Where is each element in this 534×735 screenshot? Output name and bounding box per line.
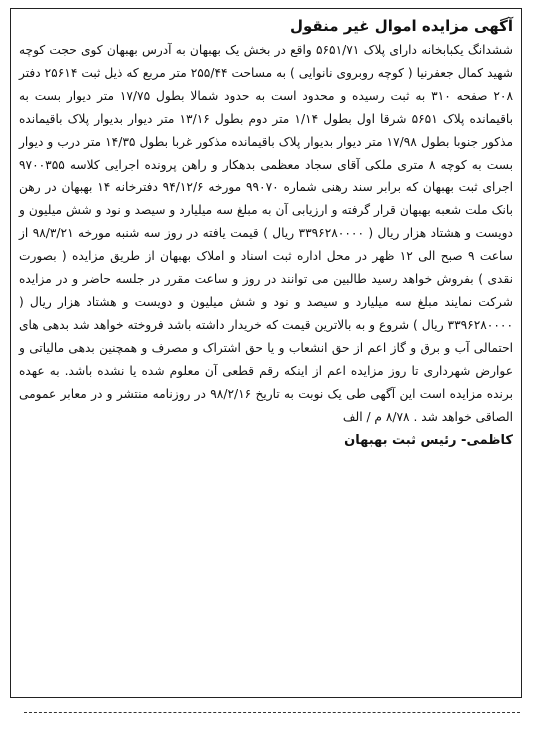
notice-body: ششدانگ یکبابخانه دارای پلاک ۵۶۵۱/۷۱ واقع در بخش یک بهبهان به آدرس بهبهان کوی حجت کوچه شهید کمال جعفرنیا ( کوچه روبروی نانوایی ) به مساحت ۲۵۵/۴۴ متر مربع که ذیل ثبت ۲۵۶۱۴ دفتر ۲۰۸ صفحه ۳۱۰ به ثبت رسیده و محدود است به حدود شمالا بطول ۱۷/۷۵ متر دیوار بست به باقیمانده پلاک ۵۶۵۱ شرقا اول بطول ۱/۱۴ متر دوم بطول ۱۳/۱۶ متر دیوار بدیوار پلاک باقیمانده مذکور جنوبا بطول ۱۷/۹۸ متر دیوار بدیوار پلاک باقیمانده مذکور غربا بطول ۱۴/۳۵ متر درب و دیوار بست به کوچه ۸ متری ملکی آقای سجاد معظمی بدهکار و راهن پرونده اجرایی کلاسه ۹۷۰۰۳۵۵ اجرای ثبت بهبهان که برابر سند رهنی شماره ۹۹۰۷۰ مورخه ۹۴/۱۲/۶ دفترخانه ۱۴ بهبهان در رهن بانک ملت شعبه بهبهان قرار گرفته و ارزیابی آن به مبلغ سه میلیارد و سیصد و نود و شش میلیون و دویست و هشتاد هزار ریال ( ۳۳۹۶۲۸۰۰۰۰ ریال ) قیمت یافته در روز سه شنبه مورخه ۹۸/۳/۲۱ از ساعت ۹ صبح الی ۱۲ ظهر در محل اداره ثبت اسناد و املاک بهبهان از طریق مزایده ( بصورت نقدی ) بفروش خواهد رسید طالبین می توانند در روز و ساعت مقرر در جلسه حاضر و در مزایده شرکت نمایند مبلغ سه میلیارد و سیصد و نود و شش میلیون و دویست و هشتاد هزار ریال ( ۳۳۹۶۲۸۰۰۰۰ ریال ) شروع و به بالاترین قیمت که خریدار داشته باشد فروخته خواهد شد بدهی های احتمالی آب و برق و گاز اعم از حق انشعاب و یا حق اشتراک و مصرف و همچنین بدهی مالیاتی و عوارض شهرداری تا روز مزایده اعم از اینکه رقم قطعی آن معلوم شده یا نشده باشد. به عهده برنده مزایده است این آگهی طی یک نوبت به تاریخ ۹۸/۲/۱۶ در روزنامه منتشر و در معابر عمومی الصاقی خواهد شد . ۸/۷۸ م / الف	[19, 43, 514, 424]
notice-signature: کاظمی- رئیس ثبت بهبهان	[344, 433, 513, 449]
separator-line	[24, 712, 520, 713]
auction-notice	[10, 8, 522, 698]
notice-title: آگهی مزایده اموال غیر منقول	[289, 17, 513, 35]
